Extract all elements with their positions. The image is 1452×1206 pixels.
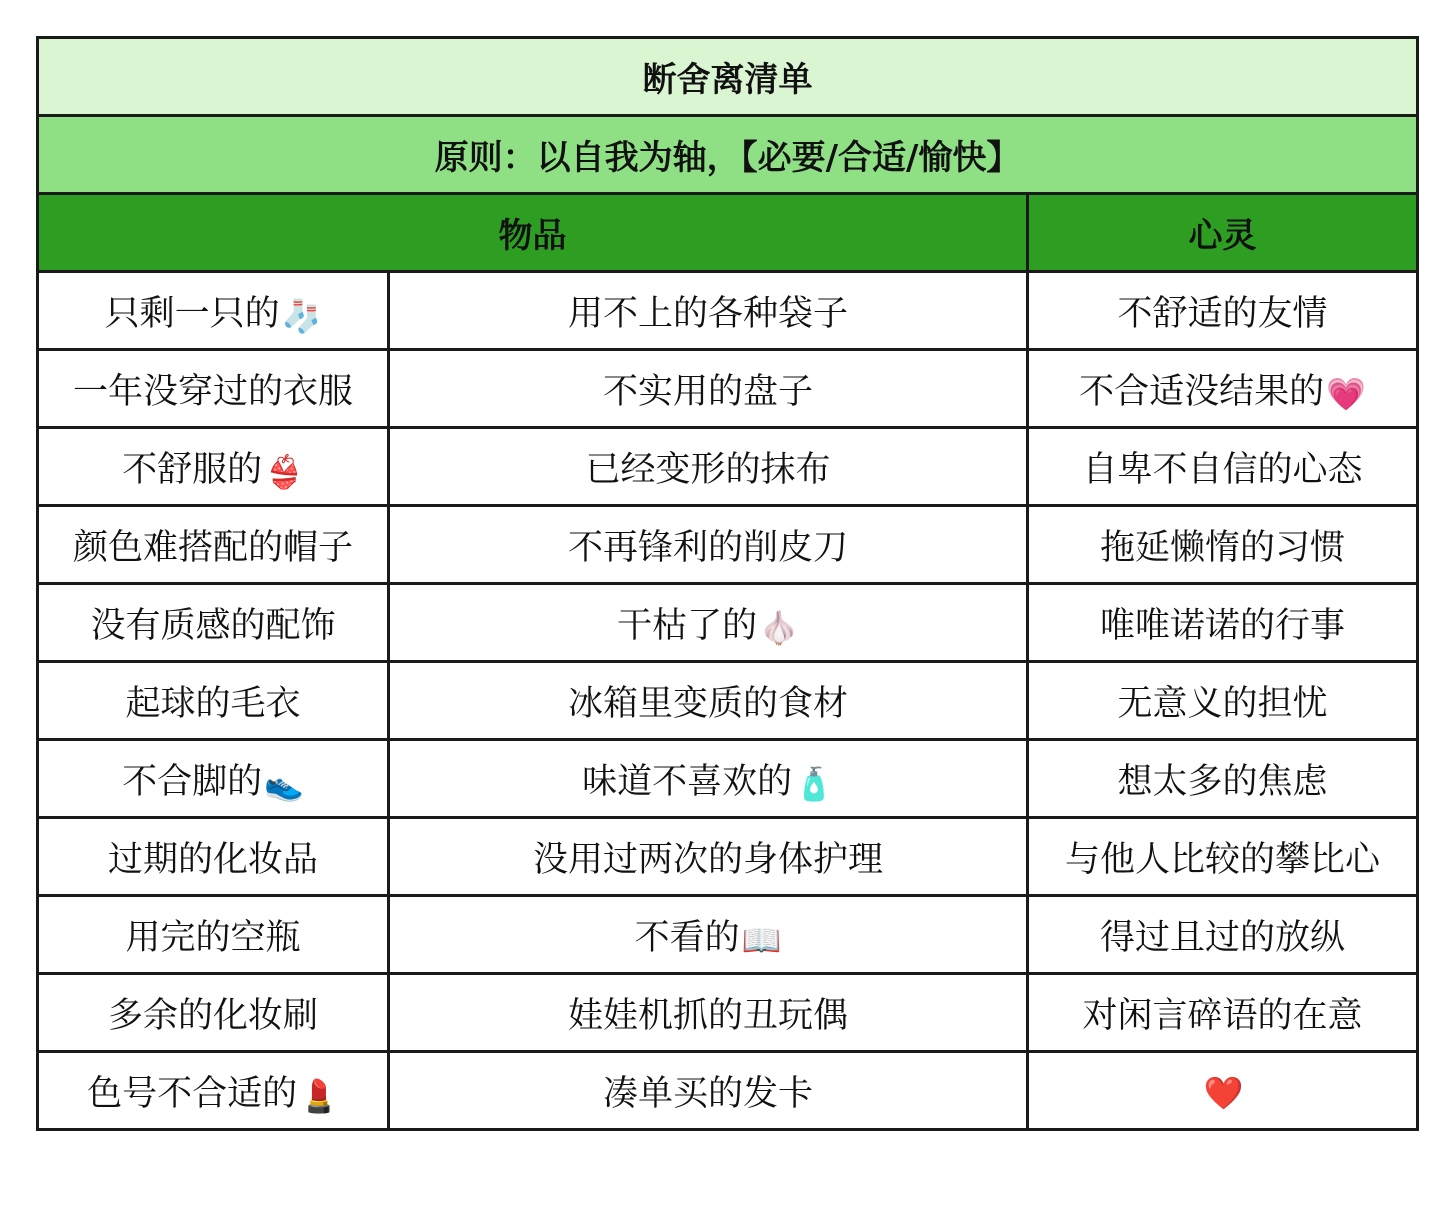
table-row: [38, 740, 1418, 818]
item-cell-left: [38, 506, 389, 584]
cell-text: 冰箱里变质的食材: [567, 683, 848, 724]
item-cell-middle: [389, 896, 1028, 974]
item-cell-left: [38, 272, 389, 350]
mind-cell: [1028, 350, 1418, 428]
item-cell-left: [38, 818, 389, 896]
cell-text: 干枯了的: [617, 605, 758, 646]
mind-cell: [1028, 1052, 1418, 1130]
cell-text: 无意义的担忧: [1117, 683, 1328, 724]
cell-text: 得过且过的放纵: [1100, 917, 1346, 958]
item-cell-middle: [389, 506, 1028, 584]
principle-row: [38, 116, 1418, 194]
item-cell-middle: [389, 740, 1028, 818]
lotion-bottle-icon: 🧴: [794, 764, 834, 803]
sneaker-icon: 👟: [264, 764, 304, 803]
header-items: 物品: [38, 194, 1028, 272]
item-cell-middle: [389, 818, 1028, 896]
item-cell-middle: [389, 272, 1028, 350]
cell-text: 多余的化妆刷: [107, 995, 318, 1036]
mind-cell: [1028, 740, 1418, 818]
cell-text: 过期的化妆品: [107, 839, 318, 880]
cell-text: 凑单买的发卡: [602, 1073, 813, 1114]
cell-text: 只剩一只的: [104, 293, 280, 334]
header-row: [38, 194, 1418, 272]
garlic-icon: 🧄: [759, 608, 799, 647]
mind-cell: [1028, 974, 1418, 1052]
title-row: [38, 38, 1418, 116]
cell-text: 不合脚的: [122, 761, 263, 802]
item-cell-middle: [389, 1052, 1028, 1130]
cell-text: 与他人比较的攀比心: [1065, 839, 1381, 880]
table-row: [38, 818, 1418, 896]
item-cell-left: [38, 896, 389, 974]
lipstick-icon: 💄: [299, 1076, 339, 1115]
cell-text: 不合适没结果的: [1079, 371, 1325, 412]
cell-text: 一年没穿过的衣服: [72, 371, 353, 412]
table-title: 断舍离清单: [38, 38, 1418, 116]
item-cell-left: [38, 974, 389, 1052]
item-cell-left: [38, 428, 389, 506]
cell-text: 味道不喜欢的: [582, 761, 793, 802]
header-mind: 心灵: [1028, 194, 1418, 272]
cell-text: 自卑不自信的心态: [1082, 449, 1363, 490]
red-heart-icon: ❤️: [1203, 1073, 1244, 1112]
table-row: [38, 506, 1418, 584]
table-row: [38, 272, 1418, 350]
cell-text: 没用过两次的身体护理: [532, 839, 883, 880]
table-row: [38, 896, 1418, 974]
cell-text: 用完的空瓶: [125, 917, 301, 958]
cell-text: 不舒服的: [122, 449, 263, 490]
mind-cell: [1028, 428, 1418, 506]
item-cell-middle: [389, 350, 1028, 428]
open-book-icon: 📖: [741, 920, 782, 959]
bikini-icon: 👙: [264, 452, 304, 491]
cell-text: 没有质感的配饰: [90, 605, 336, 646]
cell-text: 对闲言碎语的在意: [1082, 995, 1363, 1036]
table-row: [38, 974, 1418, 1052]
item-cell-left: [38, 1052, 389, 1130]
mind-cell: [1028, 818, 1418, 896]
mind-cell: [1028, 272, 1418, 350]
item-cell-left: [38, 740, 389, 818]
table-row: [38, 584, 1418, 662]
cell-text: 不舒适的友情: [1117, 293, 1328, 334]
table-row: [38, 428, 1418, 506]
item-cell-middle: [389, 584, 1028, 662]
item-cell-middle: [389, 428, 1028, 506]
declutter-table: [36, 36, 1419, 1131]
cell-text: 不实用的盘子: [602, 371, 813, 412]
cell-text: 颜色难搭配的帽子: [72, 527, 353, 568]
item-cell-left: [38, 350, 389, 428]
item-cell-left: [38, 662, 389, 740]
cell-text: 不再锋利的削皮刀: [567, 527, 848, 568]
item-cell-left: [38, 584, 389, 662]
principle-text: 原则：以自我为轴，【必要/合适/愉快】: [38, 116, 1418, 194]
cell-text: 拖延懒惰的习惯: [1100, 527, 1346, 568]
cell-text: 想太多的焦虑: [1117, 761, 1328, 802]
table-row: [38, 1052, 1418, 1130]
table-row: [38, 662, 1418, 740]
growing-heart-icon: 💗: [1326, 374, 1366, 413]
cell-text: 色号不合适的: [87, 1073, 298, 1114]
mind-cell: [1028, 506, 1418, 584]
item-cell-middle: [389, 974, 1028, 1052]
mind-cell: [1028, 584, 1418, 662]
mind-cell: [1028, 896, 1418, 974]
cell-text: 娃娃机抓的丑玩偶: [567, 995, 848, 1036]
mind-cell: [1028, 662, 1418, 740]
table-row: [38, 350, 1418, 428]
cell-text: 唯唯诺诺的行事: [1100, 605, 1346, 646]
sock-icon: 🧦: [281, 296, 322, 335]
cell-text: 用不上的各种袋子: [567, 293, 848, 334]
cell-text: 已经变形的抹布: [585, 449, 831, 490]
cell-text: 起球的毛衣: [125, 683, 301, 724]
cell-text: 不看的: [634, 917, 740, 958]
item-cell-middle: [389, 662, 1028, 740]
